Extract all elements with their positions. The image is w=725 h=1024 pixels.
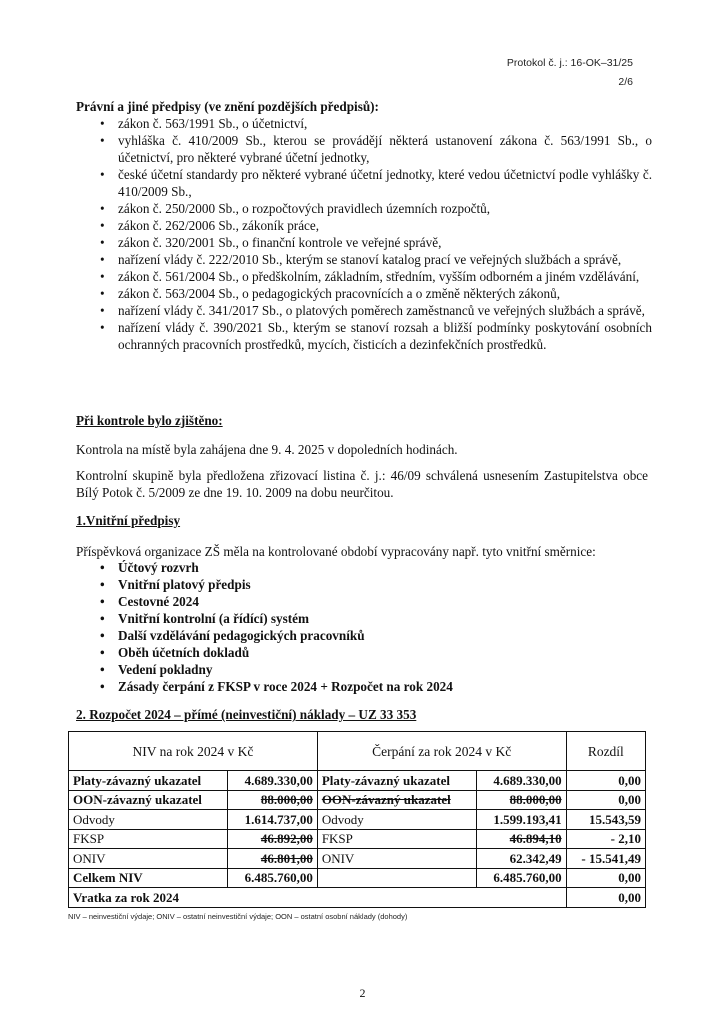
legal-item: • zákon č. 561/2004 Sb., o předškolním, základním, středním, vyšším odborném a jiném vzdělávání, xyxy=(92,268,652,285)
protocol-number: Protokol č. j.: 16-OK–31/25 xyxy=(506,57,633,69)
header-cerpani: Čerpání za rok 2024 v Kč xyxy=(317,732,566,771)
total-row xyxy=(69,868,646,888)
legal-item: • české účetní standardy pro některé vybrané účetní jednotky, které vedou účetnictví podle vyhlášky č. 410/2009 Sb., xyxy=(92,166,652,200)
legal-item: • zákon č. 563/1991 Sb., o účetnictví, xyxy=(92,115,652,132)
total-diff: 0,00 xyxy=(566,868,645,888)
legal-item: • zákon č. 250/2000 Sb., o rozpočtových pravidlech územních rozpočtů, xyxy=(92,200,652,217)
legal-item: • vyhláška č. 410/2009 Sb., kterou se provádějí některá ustanovení zákona č. 563/1991 Sb., o účetnictví, pro některé vybrané účetní jednotky, xyxy=(92,132,652,166)
legal-item: • nařízení vlády č. 341/2017 Sb., o platových poměrech zaměstnanců ve veřejných službách a správě, xyxy=(92,302,652,319)
cerpani-label: ONIV xyxy=(317,849,476,869)
niv-value: 1.614.737,00 xyxy=(228,810,317,830)
diff-value: 0,00 xyxy=(566,771,645,791)
total-empty-cell xyxy=(317,868,476,888)
internal-rule-item: • Vnitřní kontrolní (a řídící) systém xyxy=(92,610,632,627)
section2-heading: 2. Rozpočet 2024 – přímé (neinvestiční) náklady – UZ 33 353 xyxy=(76,707,417,722)
budget-table xyxy=(68,731,646,908)
table-row xyxy=(69,810,646,830)
table-row xyxy=(69,829,646,849)
header-niv: NIV na rok 2024 v Kč xyxy=(69,732,318,771)
cerpani-value: 1.599.193,41 xyxy=(477,810,566,830)
niv-label: Odvody xyxy=(69,810,228,830)
internal-rule-item: • Cestovné 2024 xyxy=(92,593,632,610)
cerpani-value: 46.894,10 xyxy=(477,829,566,849)
section1-intro: Příspěvková organizace ZŠ měla na kontrolované období vypracovány např. tyto vnitřní směrnice: xyxy=(76,544,596,559)
legal-heading: Právní a jiné předpisy (ve znění pozdějších předpisů): xyxy=(76,99,379,114)
diff-value: 0,00 xyxy=(566,790,645,810)
legal-item: • nařízení vlády č. 222/2010 Sb., kterým se stanoví katalog prací ve veřejných službách a správě, xyxy=(92,251,652,268)
niv-label: Platy-závazný ukazatel xyxy=(69,771,228,791)
diff-value: - 15.541,49 xyxy=(566,849,645,869)
table-row xyxy=(69,849,646,869)
findings-heading: Při kontrole bylo zjištěno: xyxy=(76,413,223,428)
niv-value: 46.892,00 xyxy=(228,829,317,849)
internal-rule-item: • Vedení pokladny xyxy=(92,661,632,678)
diff-value: - 2,10 xyxy=(566,829,645,849)
table-row xyxy=(69,790,646,810)
diff-value: 15.543,59 xyxy=(566,810,645,830)
legal-item: • zákon č. 262/2006 Sb., zákoník práce, xyxy=(92,217,652,234)
internal-rule-item: • Oběh účetních dokladů xyxy=(92,644,632,661)
legal-item: • zákon č. 563/2004 Sb., o pedagogických pracovnících a o změně některých zákonů, xyxy=(92,285,652,302)
total-cerpani: 6.485.760,00 xyxy=(477,868,566,888)
refund-diff: 0,00 xyxy=(566,888,645,908)
section1-heading: 1.Vnitřní předpisy xyxy=(76,513,181,528)
cerpani-value: 4.689.330,00 xyxy=(477,771,566,791)
niv-label: OON-závazný ukazatel xyxy=(69,790,228,810)
niv-label: FKSP xyxy=(69,829,228,849)
legal-item: • zákon č. 320/2001 Sb., o finanční kontrole ve veřejné správě, xyxy=(92,234,652,251)
header-rozdil: Rozdíl xyxy=(566,732,645,771)
cerpani-value: 62.342,49 xyxy=(477,849,566,869)
legal-list xyxy=(92,115,652,353)
internal-rule-item: • Zásady čerpání z FKSP v roce 2024 + Rozpočet na rok 2024 xyxy=(92,678,632,695)
niv-value: 4.689.330,00 xyxy=(228,771,317,791)
refund-label: Vratka za rok 2024 xyxy=(69,888,567,908)
niv-value: 88.000,00 xyxy=(228,790,317,810)
findings-paragraph-2: Kontrolní skupině byla předložena zřizovací listina č. j.: 46/09 schválená usnesením Zastupitelstva obce Bílý Potok č. 5/2009 ze dne 19. 10. 2009 na dobu neurčitou. xyxy=(76,468,648,500)
total-niv: 6.485.760,00 xyxy=(228,868,317,888)
table-row xyxy=(69,771,646,791)
refund-row xyxy=(69,888,646,908)
cerpani-label: Odvody xyxy=(317,810,476,830)
findings-paragraph-1: Kontrola na místě byla zahájena dne 9. 4. 2025 v dopoledních hodinách. xyxy=(76,442,458,457)
internal-rule-item: • Vnitřní platový předpis xyxy=(92,576,632,593)
niv-label: ONIV xyxy=(69,849,228,869)
page-indicator: 2/6 xyxy=(618,76,633,88)
niv-value: 46.801,00 xyxy=(228,849,317,869)
table-header-row xyxy=(69,732,646,771)
internal-rules-list xyxy=(92,559,632,695)
page-number: 2 xyxy=(359,986,366,1000)
internal-rule-item: • Účtový rozvrh xyxy=(92,559,632,576)
total-label: Celkem NIV xyxy=(69,868,228,888)
cerpani-label: Platy-závazný ukazatel xyxy=(317,771,476,791)
cerpani-label: OON-závazný ukazatel xyxy=(317,790,476,810)
internal-rule-item: • Další vzdělávání pedagogických pracovníků xyxy=(92,627,632,644)
legal-item: • nařízení vlády č. 390/2021 Sb., kterým se stanoví rozsah a bližší podmínky poskytování osobních ochranných pracovních prostředků, mycích, čisticích a dezinfekčních prostředků. xyxy=(92,319,652,353)
table-footnote: NIV – neinvestiční výdaje; ONIV – ostatní neinvestiční výdaje; OON – ostatní osobní náklady (dohody) xyxy=(68,912,408,921)
cerpani-label: FKSP xyxy=(317,829,476,849)
cerpani-value: 88.000,00 xyxy=(477,790,566,810)
